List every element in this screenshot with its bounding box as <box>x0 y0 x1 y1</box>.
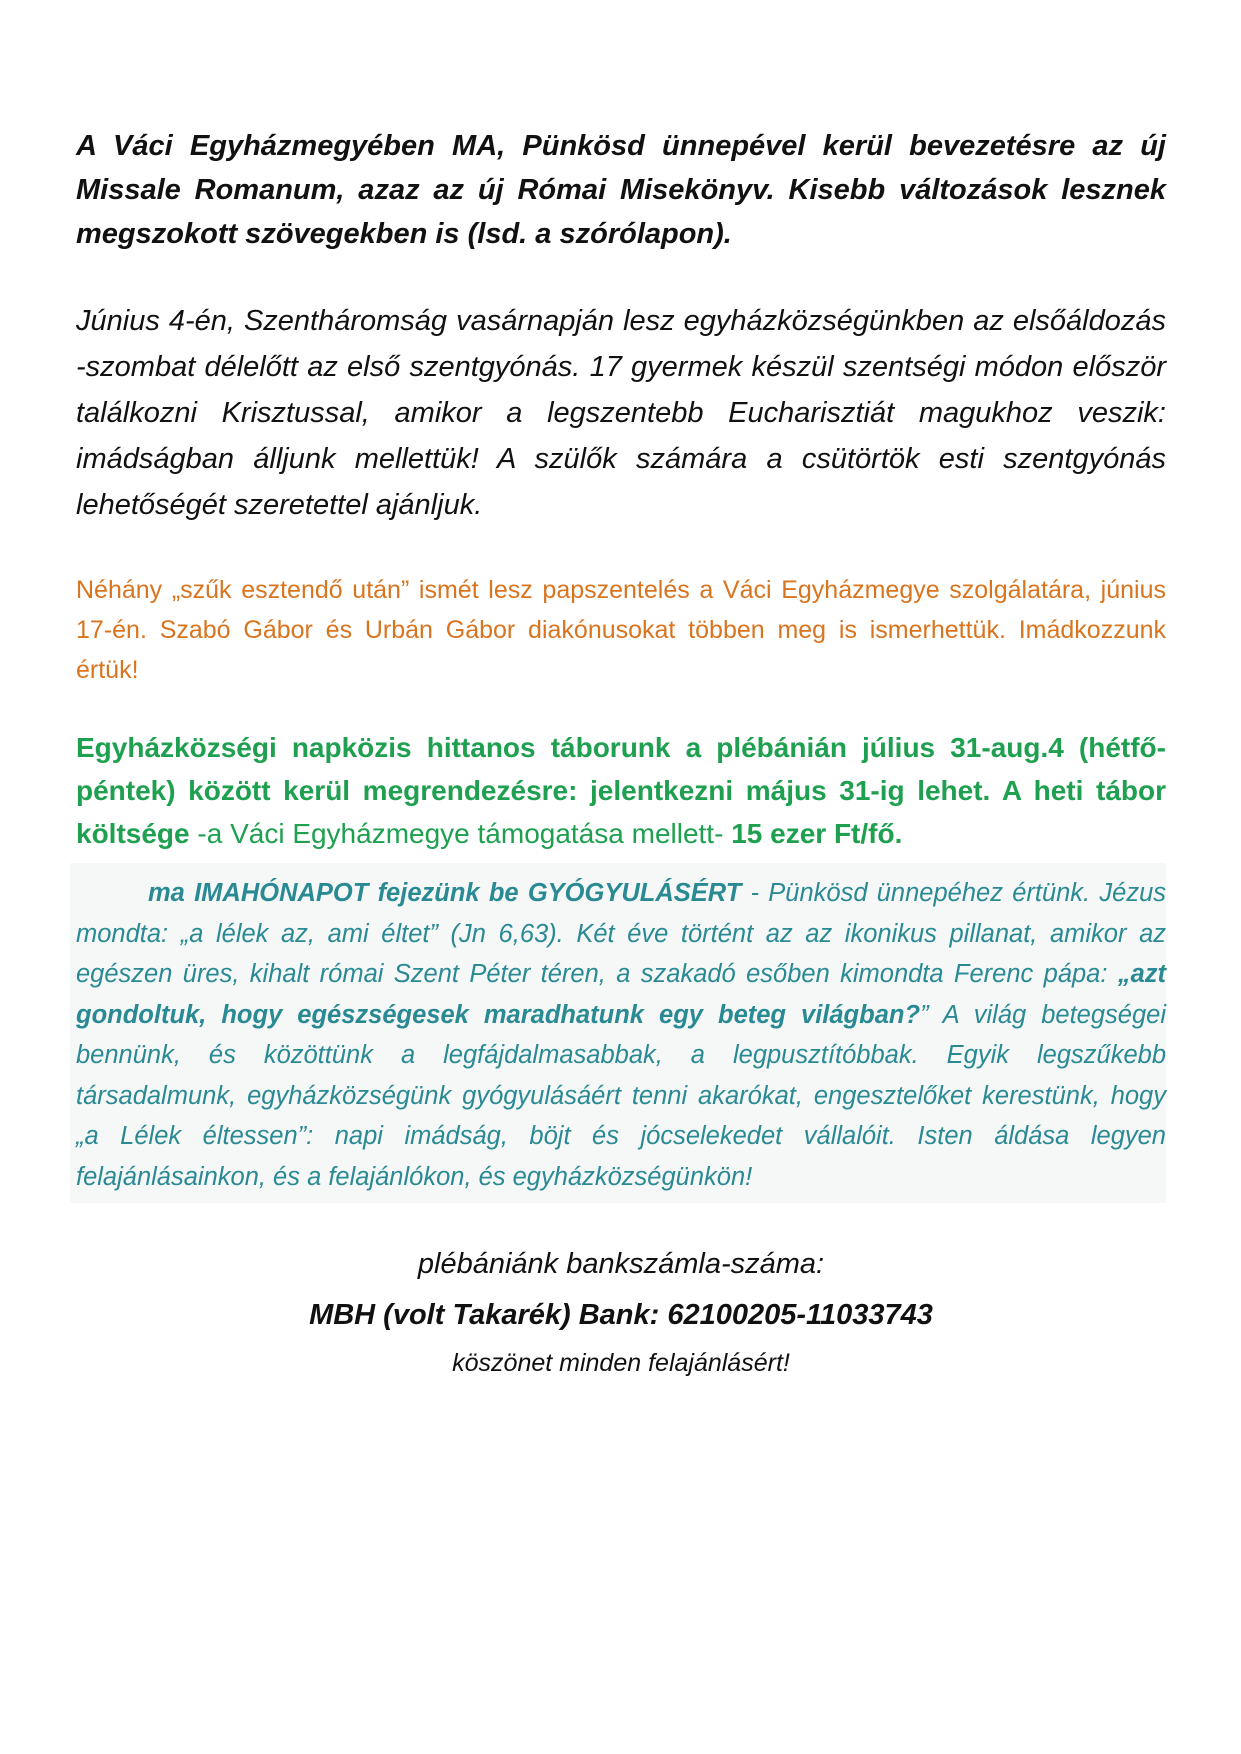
camp-cost: 15 ezer Ft/fő. <box>731 818 903 849</box>
prayer-month-announcement <box>76 873 1166 1197</box>
thanks-line: köszönet minden felajánlásért! <box>452 1349 790 1377</box>
prayer-month-box <box>70 863 1166 1203</box>
prayer-month-text-b: ” A világ betegségei bennünk, és közöttünk a legfájdalmasabbak, a legpusztítóbbak. Egyik legszűkebb társadalmunk, egyházközségünk gyógyulásáért tenni akarókat, engesztelőket kerestünk, hogy „a Lélek éltessen”: napi imádság, böjt és jócselekedet vállalóit. Isten áldása legyen felajánlásainkon, és a felajánlókon, és egyházközségünkön! <box>76 1000 1166 1191</box>
bank-account-number: MBH (volt Takarék) Bank: 62100205-11033743 <box>309 1299 933 1331</box>
missale-announcement: A Váci Egyházmegyében MA, Pünkösd ünnepével kerül bevezetésre az új Missale Romanum, azaz az új Római Misekönyv. Kisebb változások lesznek megszokott szövegekben is (lsd. a szórólapon). <box>76 130 1166 250</box>
prayer-month-text-a: - Pünkösd ünnepéhez értünk. Jézus mondta: „a lélek az, ami éltet” (Jn 6,63). Két éve történt az az ikonikus pillanat, amikor az egészen üres, kihalt római Szent Péter téren, a szakadó esőben kimondta Ferenc pápa: <box>76 879 1166 988</box>
bank-heading: plébániánk bankszámla-száma: <box>417 1248 825 1280</box>
bulletin-content <box>76 124 1166 1385</box>
ordination-announcement: Néhány „szűk esztendő után” ismét lesz papszentelés a Váci Egyházmegye szolgálatára, június 17-én. Szabó Gábor és Urbán Gábor diakónusokat többen meg is ismerhettük. Imádkozzunk értük! <box>76 576 1166 684</box>
first-communion-announcement: Június 4-én, Szentháromság vasárnapján lesz egyházközségünkben az elsőáldozás -szombat délelőtt az első szentgyónás. 17 gyermek készül szentségi módon először találkozni Krisztussal, amikor a legszentebb Eucharisztiát magukhoz veszik: imádságban álljunk mellettük! A szülők számára a csütörtök esti szentgyónás lehetőségét szeretettel ajánljuk. <box>76 305 1166 521</box>
camp-normal-text: -a Váci Egyházmegye támogatása mellett- <box>189 818 724 849</box>
pope-quote: „azt gondoltuk, hogy egészségesek maradhatunk egy beteg világban? <box>76 960 1166 1029</box>
bank-info <box>76 1239 1166 1385</box>
camp-bold-text: Egyházközségi napközis hittanos táborunk a plébánián július 31-aug.4 (hétfő-péntek) között kerül megrendezésre: jelentkezni május 31-ig lehet. A heti tábor költsége <box>76 732 1166 849</box>
camp-announcement <box>76 726 1166 855</box>
prayer-month-title: ma IMAHÓNAPOT fejezünk be GYÓGYULÁSÉRT <box>148 879 742 907</box>
